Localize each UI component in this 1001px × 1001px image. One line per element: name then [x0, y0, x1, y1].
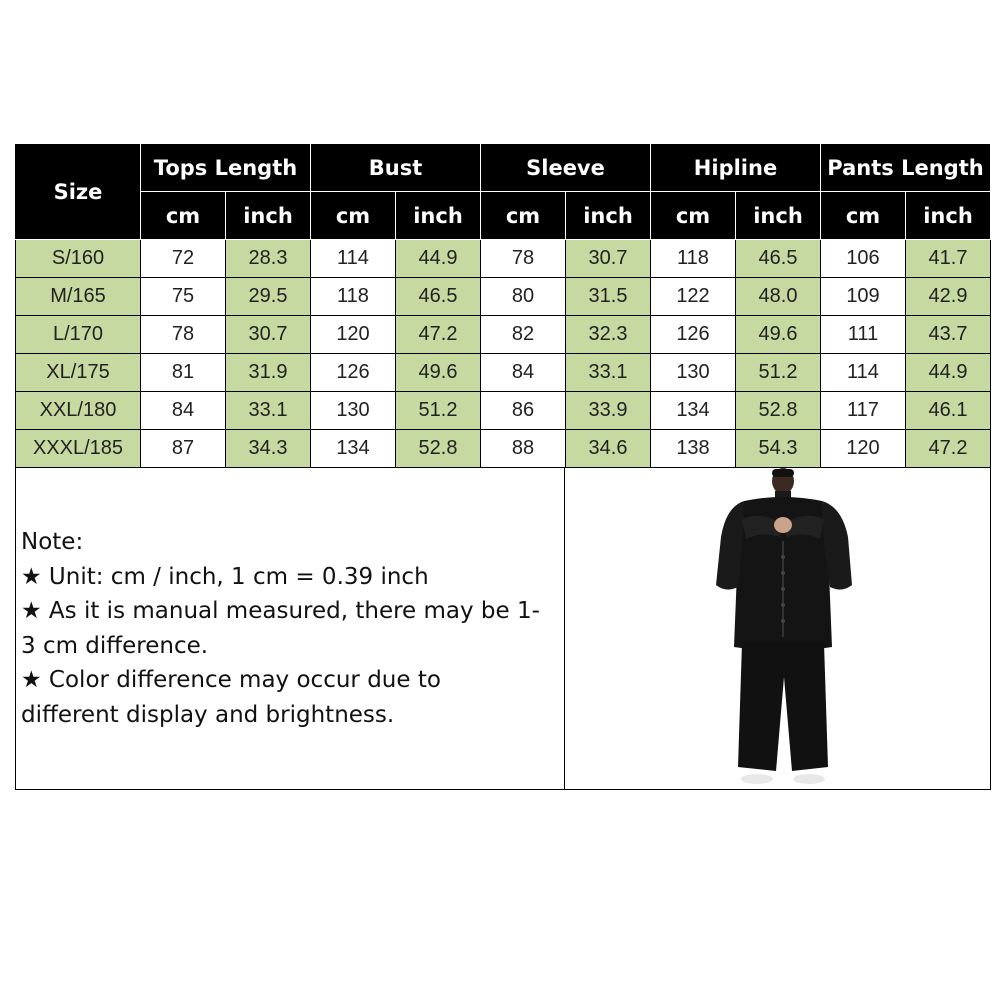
tops-length-inch-cell: 28.3 — [226, 240, 311, 278]
hipline-cm-cell: 118 — [651, 240, 736, 278]
tops-length-cm-cell: 87 — [141, 430, 226, 468]
sleeve-cm-cell: 86 — [481, 392, 566, 430]
unit-header-cm: cm — [481, 192, 566, 240]
sleeve-cm-cell: 82 — [481, 316, 566, 354]
size-cell: XL/175 — [16, 354, 141, 392]
group-header-bust: Bust — [311, 145, 481, 192]
hipline-inch-cell: 54.3 — [736, 430, 821, 468]
size-cell: L/170 — [16, 316, 141, 354]
sleeve-cm-cell: 78 — [481, 240, 566, 278]
tops-length-cm-cell: 81 — [141, 354, 226, 392]
group-header-sleeve: Sleeve — [481, 145, 651, 192]
tops-length-inch-cell: 31.9 — [226, 354, 311, 392]
bust-inch-cell: 44.9 — [396, 240, 481, 278]
table-row — [16, 430, 991, 468]
hipline-inch-cell: 49.6 — [736, 316, 821, 354]
unit-header-inch: inch — [566, 192, 651, 240]
hipline-cm-cell: 138 — [651, 430, 736, 468]
note-item: ★ Unit: cm / inch, 1 cm = 0.39 inch — [21, 563, 429, 590]
tops-length-cm-cell: 72 — [141, 240, 226, 278]
unit-header-cm: cm — [821, 192, 906, 240]
hipline-inch-cell: 51.2 — [736, 354, 821, 392]
tops-length-inch-cell: 29.5 — [226, 278, 311, 316]
note-text — [21, 525, 561, 732]
bust-inch-cell: 47.2 — [396, 316, 481, 354]
sleeve-inch-cell: 31.5 — [566, 278, 651, 316]
bust-cm-cell: 130 — [311, 392, 396, 430]
tops-length-inch-cell: 33.1 — [226, 392, 311, 430]
tops-length-cm-cell: 84 — [141, 392, 226, 430]
bust-inch-cell: 46.5 — [396, 278, 481, 316]
product-photo — [566, 467, 990, 789]
table-row — [16, 316, 991, 354]
kung-fu-uniform-figure-icon — [566, 467, 990, 789]
note-item: ★ Color difference may occur due to — [21, 667, 441, 693]
size-cell: XXXL/185 — [16, 430, 141, 468]
sleeve-inch-cell: 33.9 — [566, 392, 651, 430]
unit-header-cm: cm — [141, 192, 226, 240]
size-cell: M/165 — [16, 278, 141, 316]
table-row — [16, 278, 991, 316]
pants-length-inch-cell: 47.2 — [906, 430, 991, 468]
unit-header-inch: inch — [226, 192, 311, 240]
pants-length-cm-cell: 106 — [821, 240, 906, 278]
size-cell: S/160 — [16, 240, 141, 278]
size-cell: XXL/180 — [16, 392, 141, 430]
table-row — [16, 240, 991, 278]
bust-cm-cell: 114 — [311, 240, 396, 278]
unit-header-inch: inch — [736, 192, 821, 240]
sleeve-cm-cell: 80 — [481, 278, 566, 316]
tops-length-inch-cell: 30.7 — [226, 316, 311, 354]
size-column-header: Size — [16, 145, 141, 240]
group-header-hipline: Hipline — [651, 145, 821, 192]
sleeve-cm-cell: 84 — [481, 354, 566, 392]
table-row — [16, 354, 991, 392]
bust-cm-cell: 134 — [311, 430, 396, 468]
pants-length-cm-cell: 114 — [821, 354, 906, 392]
sleeve-inch-cell: 32.3 — [566, 316, 651, 354]
pants-length-inch-cell: 41.7 — [906, 240, 991, 278]
bust-cm-cell: 126 — [311, 354, 396, 392]
group-header-tops-length: Tops Length — [141, 145, 311, 192]
hipline-inch-cell: 48.0 — [736, 278, 821, 316]
hipline-cm-cell: 134 — [651, 392, 736, 430]
pants-length-inch-cell: 46.1 — [906, 392, 991, 430]
note-title: Note: — [21, 529, 84, 555]
hipline-inch-cell: 52.8 — [736, 392, 821, 430]
table-row — [16, 392, 991, 430]
pants-length-cm-cell: 120 — [821, 430, 906, 468]
bust-inch-cell: 51.2 — [396, 392, 481, 430]
bust-cm-cell: 118 — [311, 278, 396, 316]
hipline-cm-cell: 126 — [651, 316, 736, 354]
hipline-inch-cell: 46.5 — [736, 240, 821, 278]
pants-length-cm-cell: 109 — [821, 278, 906, 316]
bust-inch-cell: 49.6 — [396, 354, 481, 392]
pants-length-inch-cell: 42.9 — [906, 278, 991, 316]
note-item: ★ As it is manual measured, there may be 1- — [21, 598, 540, 624]
tops-length-cm-cell: 78 — [141, 316, 226, 354]
pants-length-inch-cell: 43.7 — [906, 316, 991, 354]
note-item: different display and brightness. — [21, 701, 395, 728]
bust-cm-cell: 120 — [311, 316, 396, 354]
note-box — [16, 467, 565, 789]
unit-header-cm: cm — [311, 192, 396, 240]
group-header-pants-length: Pants Length — [821, 145, 991, 192]
unit-header-inch: inch — [906, 192, 991, 240]
hipline-cm-cell: 130 — [651, 354, 736, 392]
unit-header-inch: inch — [396, 192, 481, 240]
bust-inch-cell: 52.8 — [396, 430, 481, 468]
sleeve-inch-cell: 33.1 — [566, 354, 651, 392]
unit-header-cm: cm — [651, 192, 736, 240]
pants-length-inch-cell: 44.9 — [906, 354, 991, 392]
sleeve-inch-cell: 30.7 — [566, 240, 651, 278]
size-chart-table — [15, 144, 991, 468]
pants-length-cm-cell: 117 — [821, 392, 906, 430]
tops-length-inch-cell: 34.3 — [226, 430, 311, 468]
tops-length-cm-cell: 75 — [141, 278, 226, 316]
note-item: 3 cm difference. — [21, 632, 209, 659]
unit-header-row — [16, 192, 991, 240]
pants-length-cm-cell: 111 — [821, 316, 906, 354]
bottom-panel — [15, 467, 991, 790]
sleeve-cm-cell: 88 — [481, 430, 566, 468]
sleeve-inch-cell: 34.6 — [566, 430, 651, 468]
group-header-row — [16, 145, 991, 192]
hipline-cm-cell: 122 — [651, 278, 736, 316]
